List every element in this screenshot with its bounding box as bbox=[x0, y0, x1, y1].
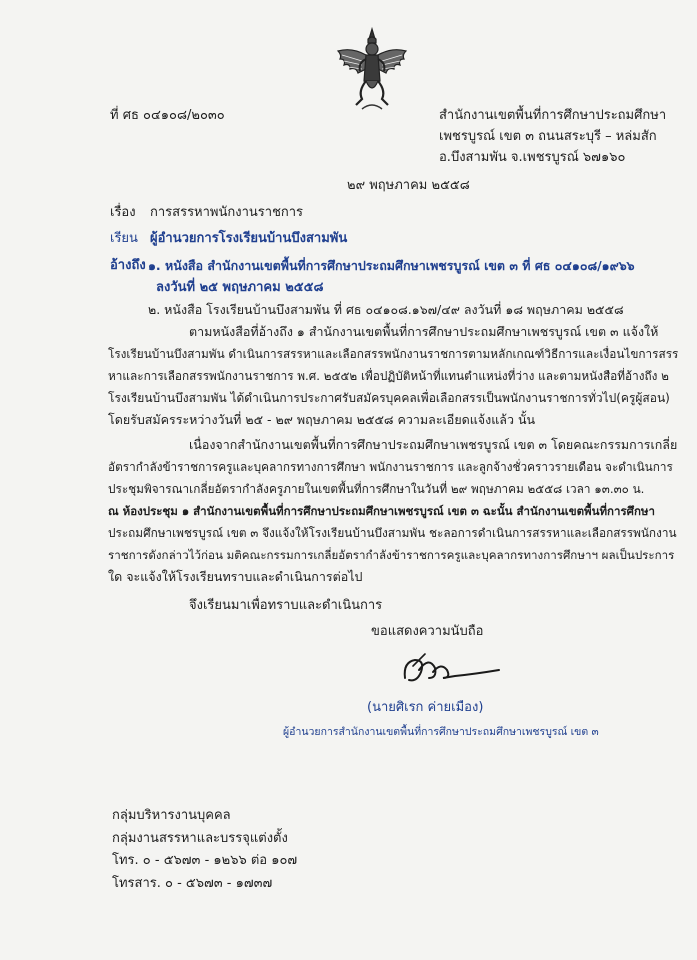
paragraph-line: เนื่องจากสำนักงานเขตพื้นที่การศึกษาประถมศึกษาเพชรบูรณ์ เขต ๓ โดยคณะกรรมการเกลี่ย bbox=[189, 437, 678, 452]
footer-unit: กลุ่มงานสรรหาและบรรจุแต่งตั้ง bbox=[112, 831, 288, 846]
subject-label: เรื่อง bbox=[110, 205, 136, 220]
paragraph-line: โรงเรียนบ้านบึงสามพัน ดำเนินการสรรหาและเลือกสรรพนักงานราชการตามหลักเกณฑ์วิธีการและเงื่อนไขการสรร bbox=[108, 347, 679, 361]
sender-address-line-2: เพชรบูรณ์ เขต ๓ ถนนสระบุรี – หล่มสัก bbox=[439, 129, 657, 144]
document-date: ๒๙ พฤษภาคม ๒๕๕๘ bbox=[347, 178, 470, 193]
closing-salutation: ขอแสดงความนับถือ bbox=[371, 624, 484, 639]
paragraph-line: โดยรับสมัครระหว่างวันที่ ๒๕ - ๒๙ พฤษภาคม ๒๕๕๘ ความละเอียดแจ้งแล้ว นั้น bbox=[108, 412, 536, 427]
paragraph-line: ประชุมพิจารณาเกลี่ยอัตรากำลังครูภายในเขตพื้นที่การศึกษาในวันที่ ๒๙ พฤษภาคม ๒๕๕๘ เวลา ๑๓.๓๐ น. bbox=[108, 482, 645, 496]
document-number: ที่ ศธ ๐๔๑๐๘/๒๐๓๐ bbox=[110, 108, 225, 123]
paragraph-line: ราชการดังกล่าวไว้ก่อน มติคณะกรรมการเกลี่ยอัตรากำลังข้าราชการครูและบุคลากรทางการศึกษาฯ ผลเป็นประการ bbox=[108, 548, 675, 562]
footer-fax: โทรสาร. ๐ - ๕๖๗๓ - ๑๗๓๗ bbox=[112, 876, 273, 891]
paragraph-line: โรงเรียนบ้านบึงสามพัน ได้ดำเนินการประกาศรับสมัครบุคคลเพื่อเลือกสรรเป็นพนักงานราชการทั่วไป(ครูผู้สอน) bbox=[108, 391, 670, 405]
reference-1-line-2: ลงวันที่ ๒๕ พฤษภาคม ๒๕๕๘ bbox=[156, 280, 324, 295]
paragraph-line-bold: ณ ห้องประชุม ๑ สำนักงานเขตพื้นที่การศึกษาประถมศึกษาเพชรบูรณ์ เขต ๓ ฉะนั้น สำนักงานเขตพื้นที่การศึกษา bbox=[108, 504, 655, 518]
subject-text: การสรรหาพนักงานราชการ bbox=[150, 205, 304, 220]
sender-address-line-1: สำนักงานเขตพื้นที่การศึกษาประถมศึกษา bbox=[439, 108, 667, 123]
footer-department: กลุ่มบริหารงานบุคคล bbox=[112, 808, 231, 823]
reference-2: ๒. หนังสือ โรงเรียนบ้านบึงสามพัน ที่ ศธ ๐๔๑๐๘.๑๖๗/๔๙ ลงวันที่ ๑๘ พฤษภาคม ๒๕๕๘ bbox=[148, 302, 624, 317]
closing-request: จึงเรียนมาเพื่อทราบและดำเนินการ bbox=[189, 598, 383, 613]
signer-name: (นายศิเรก ค่ายเมือง) bbox=[367, 700, 484, 715]
garuda-emblem-icon bbox=[332, 25, 412, 115]
paragraph-line: ประถมศึกษาเพชรบูรณ์ เขต ๓ จึงแจ้งให้โรงเรียนบ้านบึงสามพัน ชะลอการดำเนินการสรรหาและเลือกสรรพนักงาน bbox=[108, 526, 677, 540]
sender-address-line-3: อ.บึงสามพัน จ.เพชรบูรณ์ ๖๗๑๖๐ bbox=[439, 150, 626, 165]
paragraph-line: อัตรากำลังข้าราชการครูและบุคลากรทางการศึกษา พนักงานราชการ และลูกจ้างชั่วคราวรายเดือน จะดำเนินการ bbox=[108, 460, 673, 474]
reference-1-line-1: ๑. หนังสือ สำนักงานเขตพื้นที่การศึกษาประถมศึกษาเพชรบูรณ์ เขต ๓ ที่ ศธ ๐๔๑๐๘/๑๙๖๖ bbox=[148, 258, 635, 273]
paragraph-line: ใด จะแจ้งให้โรงเรียนทราบและดำเนินการต่อไป bbox=[108, 569, 363, 584]
paragraph-line: ตามหนังสือที่อ้างถึง ๑ สำนักงานเขตพื้นที่การศึกษาประถมศึกษาเพชรบูรณ์ เขต ๓ แจ้งให้ bbox=[189, 324, 659, 339]
signature-image bbox=[395, 648, 505, 690]
paragraph-line: หาและการเลือกสรรพนักงานราชการ พ.ศ. ๒๕๕๒ เพื่อปฏิบัติหน้าที่แทนตำแหน่งที่ว่าง และตามหนังสือที่อ้างถึง ๒ bbox=[108, 369, 669, 383]
signer-title: ผู้อำนวยการสำนักงานเขตพื้นที่การศึกษาประถมศึกษาเพชรบูรณ์ เขต ๓ bbox=[283, 726, 599, 738]
footer-phone: โทร. ๐ - ๕๖๗๓ - ๑๒๖๖ ต่อ ๑๐๗ bbox=[112, 853, 298, 868]
reference-label: อ้างถึง bbox=[110, 258, 146, 273]
recipient-text: ผู้อำนวยการโรงเรียนบ้านบึงสามพัน bbox=[150, 231, 348, 246]
recipient-label: เรียน bbox=[110, 231, 138, 246]
